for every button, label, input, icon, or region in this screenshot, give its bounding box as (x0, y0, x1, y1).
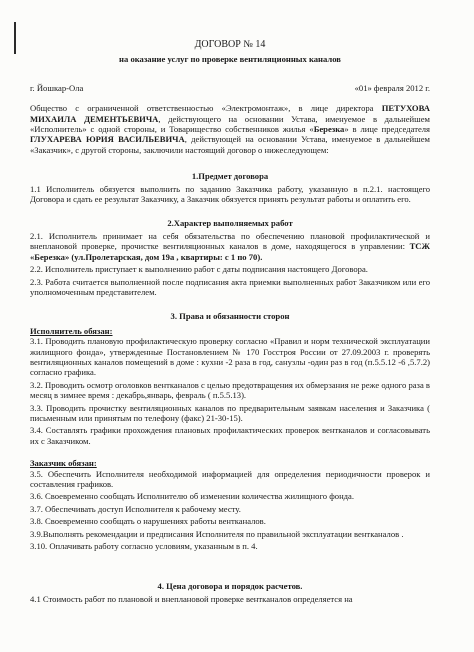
clause-3-4: 3.4. Составлять графики прохождения плановых профилактических проверок вентканалов и согласовывать их с Заказчиком. (30, 425, 430, 446)
contract-date: «01» февраля 2012 г. (354, 82, 430, 93)
clause-4-1: 4.1 Стоимость работ по плановой и внеплановой проверке вентканалов определяется на (30, 593, 353, 604)
clause-3-10: 3.10. Оплачивать работу согласно условиям, указанным в п. 4. (30, 541, 258, 552)
preamble-text: Общество с ограниченной ответственностью «Электромонтаж», в лице директора (30, 103, 374, 114)
preamble-text: » в лице председателя (344, 124, 431, 135)
clause-2-1 (30, 231, 430, 262)
clause-3-9: 3.9.Выполнять рекомендации и предписания Исполнителя по правильной эксплуатации вентканалов . (30, 528, 404, 539)
clause-3-6: 3.6. Своевременно сообщать Исполнителю об изменении количества жилищного фонда. (30, 491, 355, 502)
section-1-title: 1.Предмет договора (191, 171, 269, 182)
customer-obligations-title: Заказчик обязан: (30, 458, 97, 469)
clause-3-8: 3.8. Своевременно сообщать о нарушениях работы вентканалов. (30, 516, 266, 527)
service-address: ТСЖ «Березка» (ул.Пролетарская, дом 19а , квартиры: с 1 по 70). (30, 241, 430, 262)
clause-text: 2.1. Исполнитель принимает на себя обязательства по обеспечению плановой профилактической и внеплановой проверке, прочистке вентиляционных каналов в доме, находящегося в управлении: (30, 230, 430, 252)
chairman-name: ГЛУХАРЕВА ЮРИЯ ВАСИЛЬЕВИЧА (30, 134, 185, 145)
preamble (30, 103, 430, 155)
city-date-line (30, 83, 430, 93)
contract-title: ДОГОВОР № 14 (194, 39, 266, 50)
preamble-text: , действующей на основании Устава, именуемое в дальнейшем «Заказчик», с другой стороны, заключили настоящий договор о нижеследующем: (30, 134, 430, 155)
executor-obligations-title: Исполнитель обязан: (30, 325, 113, 336)
clause-3-5: 3.5. Обеспечить Исполнителя необходимой информацией для определения периодичности проверок и составления графиков. (30, 468, 430, 489)
preamble-text: , действующего на основании Устава, именуемое в дальнейшем «Исполнитель» с одной стороны, и Товарищество собственников жилья « (30, 113, 430, 135)
clause-3-3: 3.3. Проводить прочистку вентиляционных каналов по предварительным заявкам населения и Заказчика ( письменным или принятым по телефону (факс) 21-30-15). (30, 402, 430, 423)
clause-2-3: 2.3. Работа считается выполненной после подписания акта приемки выполненных работ Заказчиком или его уполномоченным представителем. (30, 276, 430, 297)
section-3-title: 3. Права и обязанности сторон (170, 311, 290, 322)
city: г. Йошкар-Ола (30, 82, 84, 93)
director-name: ПЕТУХОВА МИХАИЛА ДЕМЕНТЬЕВИЧА (30, 103, 430, 124)
clause-3-2: 3.2. Проводить осмотр оголовков вентканалов с целью предотвращения их обмерзания не реже одного раза в месяц в зимнее время : декабрь,январь, февраль ( п.5.5.13). (30, 379, 430, 401)
clause-1-1: 1.1 Исполнитель обязуется выполнить по заданию Заказчика работу, указанную в п.2.1. настоящего Договора и сдать ее результат Заказчику, а Заказчик обязуется принять результат работы и оплатить его. (30, 183, 430, 205)
section-2-title: 2.Характер выполняемых работ (167, 218, 293, 229)
clause-3-1: 3.1. Проводить плановую профилактическую проверку согласно «Правил и норм технической эксплуатации жилищного фонда», утвержденные Постановлением № 170 Госстроя России от 27.09.2003 г. проверять вентиляционных каналов помещений в доме : кухни -2 раза в год, санузлы -один раз в год (п.5.5.12 -6 ,5.7.2) согласно графика. (30, 336, 430, 378)
contract-subtitle: на оказание услуг по проверке вентиляционных каналов (119, 54, 341, 65)
spacer (30, 553, 430, 567)
tsj-name: Березка (313, 124, 345, 135)
clause-2-2: 2.2. Исполнитель приступает к выполнению работ с даты подписания настоящего Договора. (30, 264, 368, 275)
section-4-title: 4. Цена договора и порядок расчетов. (157, 581, 303, 592)
margin-pen-mark (14, 22, 16, 54)
clause-3-7: 3.7. Обеспечивать доступ Исполнителя к рабочему месту. (30, 503, 241, 514)
